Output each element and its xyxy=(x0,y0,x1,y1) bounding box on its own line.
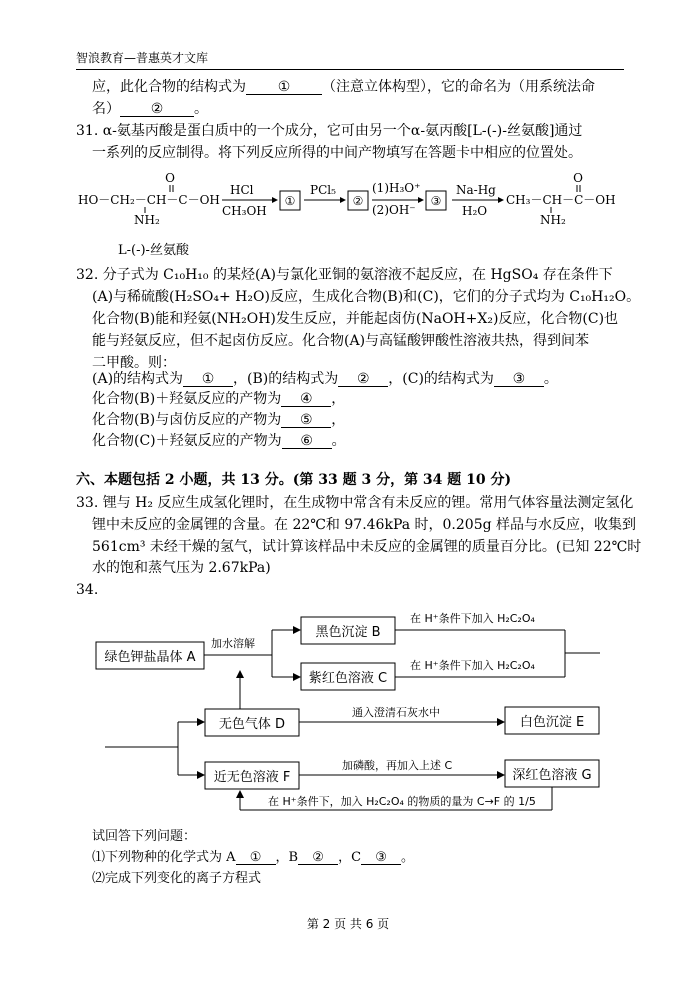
answer-blank-1: ① xyxy=(246,80,322,95)
q32-a-label: (A)的结构式为 xyxy=(92,371,184,387)
arrow3-reagent-top: (1)H₃O⁺ xyxy=(372,181,421,195)
q34-blank-2: ② xyxy=(298,851,338,865)
arrow-3-head xyxy=(418,197,424,203)
q31-line-2: 一系列的反应制得。将下列反应所得的中间产物填写在答题卡中相应的位置处。 xyxy=(92,145,582,161)
node-d-label: 无色气体 D xyxy=(218,717,286,732)
product-amino: NH₂ xyxy=(540,213,566,227)
edge-label-c: 在 H⁺条件下加入 H₂C₂O₄ xyxy=(410,659,535,672)
arrow3-reagent-bottom: (2)OH⁻ xyxy=(372,203,416,217)
q32-blank-3: ③ xyxy=(494,372,544,387)
q32-blank-1: ① xyxy=(183,372,233,387)
q32-r6-label: 化合物(C)＋羟氨反应的产物为 xyxy=(92,433,282,449)
product-molecule: CH₃－CH－C－OH xyxy=(506,193,616,207)
q32-c-label: ，(C)的结构式为 xyxy=(388,371,494,387)
node-e-label: 白色沉淀 E xyxy=(519,715,585,730)
header-divider xyxy=(76,69,624,70)
q31-reaction-scheme xyxy=(72,170,632,234)
q32-reaction-4 xyxy=(92,392,345,407)
edge-label-f-g: 加磷酸，再加入上述 C xyxy=(342,759,453,772)
intro-text-2-post: 。 xyxy=(194,101,208,117)
arrow1-reagent-bottom: CH₃OH xyxy=(222,204,267,218)
q34-ask: 试回答下列问题： xyxy=(92,829,197,844)
q32-reaction-6 xyxy=(92,434,346,449)
intro-text-post: （注意立体构型），它的命名为（用系统法命 xyxy=(322,79,595,95)
q34-sub1-label: ⑴下列物种的化学式为 A xyxy=(92,850,236,865)
arrow2-reagent-top: PCl₅ xyxy=(310,183,336,197)
q32-line-4: 能与羟氨反应，但不起卤仿反应。化合物(A)与高锰酸钾酸性溶液共热，得到间苯 xyxy=(92,333,590,349)
q34-sub1-post: 。 xyxy=(401,850,415,865)
q32-line-1: 32. 分子式为 C₁₀H₁₀ 的某烃(A)与氯化亚铜的氨溶液不起反应，在 HgSO₄ 存在条件下 xyxy=(76,267,613,283)
q33-line-4: 水的饱和蒸气压为 2.67kPa) xyxy=(92,560,271,576)
arrow1-reagent-top: HCl xyxy=(230,183,254,197)
carbonyl-oxygen-product: O xyxy=(573,171,583,185)
answer-blank-2: ② xyxy=(120,102,194,117)
node-g-label: 深红色溶液 G xyxy=(512,768,592,783)
edge-label-bottom: 在 H⁺条件下，加入 H₂C₂O₄ 的物质的量为 C→F 的 1/5 xyxy=(268,795,536,808)
q34-sub1 xyxy=(92,851,414,865)
q32-c-post: 。 xyxy=(543,371,558,387)
q32-blank-6: ⑥ xyxy=(282,434,332,449)
edge-label-b: 在 H⁺条件下加入 H₂C₂O₄ xyxy=(410,612,535,625)
q32-r6-post: 。 xyxy=(331,433,346,449)
node-c-label: 紫红色溶液 C xyxy=(308,671,388,686)
q33-line-1: 33. 锂与 H₂ 反应生成氢化锂时，在生成物中常含有未反应的锂。常用气体容量法测定氢化 xyxy=(76,495,634,511)
start-amino: NH₂ xyxy=(134,213,160,227)
q31-caption: L-(-)-丝氨酸 xyxy=(118,243,189,258)
edge-label-dissolve: 加水溶解 xyxy=(211,637,255,650)
intro-line-1 xyxy=(92,80,595,95)
page-number: 第 2 页 共 6 页 xyxy=(306,917,390,931)
q34-sub1-b-label: ，B xyxy=(275,850,299,865)
intermediate-label-2: ② xyxy=(352,194,364,208)
node-f-label: 近无色溶液 F xyxy=(213,770,291,785)
q31-line-1: 31. α-氨基丙酸是蛋白质中的一个成分，它可由另一个α-氨丙酸[L-(-)-丝氨酸]通过 xyxy=(76,123,583,139)
intro-text-2: 名） xyxy=(92,101,120,117)
q32-r5-post: ， xyxy=(331,412,346,428)
intermediate-label-1: ① xyxy=(284,194,296,208)
q34-sub1-c-label: ，C xyxy=(338,850,362,865)
q34-blank-3: ③ xyxy=(361,851,401,865)
edge-label-d-e: 通入澄清石灰水中 xyxy=(352,706,440,719)
q32-structures-line xyxy=(92,372,558,387)
node-b-label: 黑色沉淀 B xyxy=(315,625,381,640)
q32-r4-label: 化合物(B)＋羟氨反应的产物为 xyxy=(92,391,282,407)
arrow4-reagent-top: Na-Hg xyxy=(456,183,496,197)
arrow-1-head xyxy=(272,197,278,203)
q33-line-2: 锂中未反应的金属锂的含量。在 22℃和 97.46kPa 时，0.205g 样品与水反应，收集到 xyxy=(92,517,637,533)
q34-blank-1: ① xyxy=(236,851,276,865)
q32-line-3: 化合物(B)能和羟氨(NH₂OH)发生反应，并能起卤仿(NaOH+X₂)反应，化合物(C)也 xyxy=(92,311,619,327)
start-molecule: HO－CH₂－CH－C－OH xyxy=(78,193,220,207)
intro-line-2 xyxy=(92,102,208,117)
node-a-label: 绿色钾盐晶体 A xyxy=(104,650,196,665)
q32-r5-label: 化合物(B)与卤仿反应的产物为 xyxy=(92,412,282,428)
intro-text: 应，此化合物的结构式为 xyxy=(92,79,246,95)
arrow-2-head xyxy=(340,197,346,203)
carbonyl-oxygen-start: O xyxy=(165,171,175,185)
q32-line-5: 二甲酸。则： xyxy=(92,355,176,371)
q33-line-3: 561cm³ 未经干燥的氢气，试计算该样品中未反应的金属锂的质量百分比。(已知 22℃时 xyxy=(92,539,642,555)
q34-sub2: ⑵完成下列变化的离子方程式 xyxy=(92,871,262,886)
q32-r4-post: ， xyxy=(331,391,346,407)
intermediate-label-3: ③ xyxy=(430,194,442,208)
q32-line-2: (A)与稀硫酸(H₂SO₄+ H₂O)反应，生成化合物(B)和(C)，它们的分子式均为 C₁₀H₁₂O。 xyxy=(92,289,641,305)
q32-b-label: ，(B)的结构式为 xyxy=(233,371,339,387)
q32-blank-5: ⑤ xyxy=(281,413,331,428)
q32-reaction-5 xyxy=(92,413,345,428)
section-6-title: 六、本题包括 2 小题，共 13 分。(第 33 题 3 分，第 34 题 10 分) xyxy=(76,472,512,488)
q34-number: 34. xyxy=(76,582,99,598)
q32-blank-2: ② xyxy=(338,372,388,387)
q34-flowchart xyxy=(0,605,696,820)
arrow4-reagent-bottom: H₂O xyxy=(462,204,488,218)
arrow-4-head xyxy=(498,197,504,203)
document-header: 智浪教育—普惠英才文库 xyxy=(76,51,209,65)
q32-blank-4: ④ xyxy=(281,392,331,407)
